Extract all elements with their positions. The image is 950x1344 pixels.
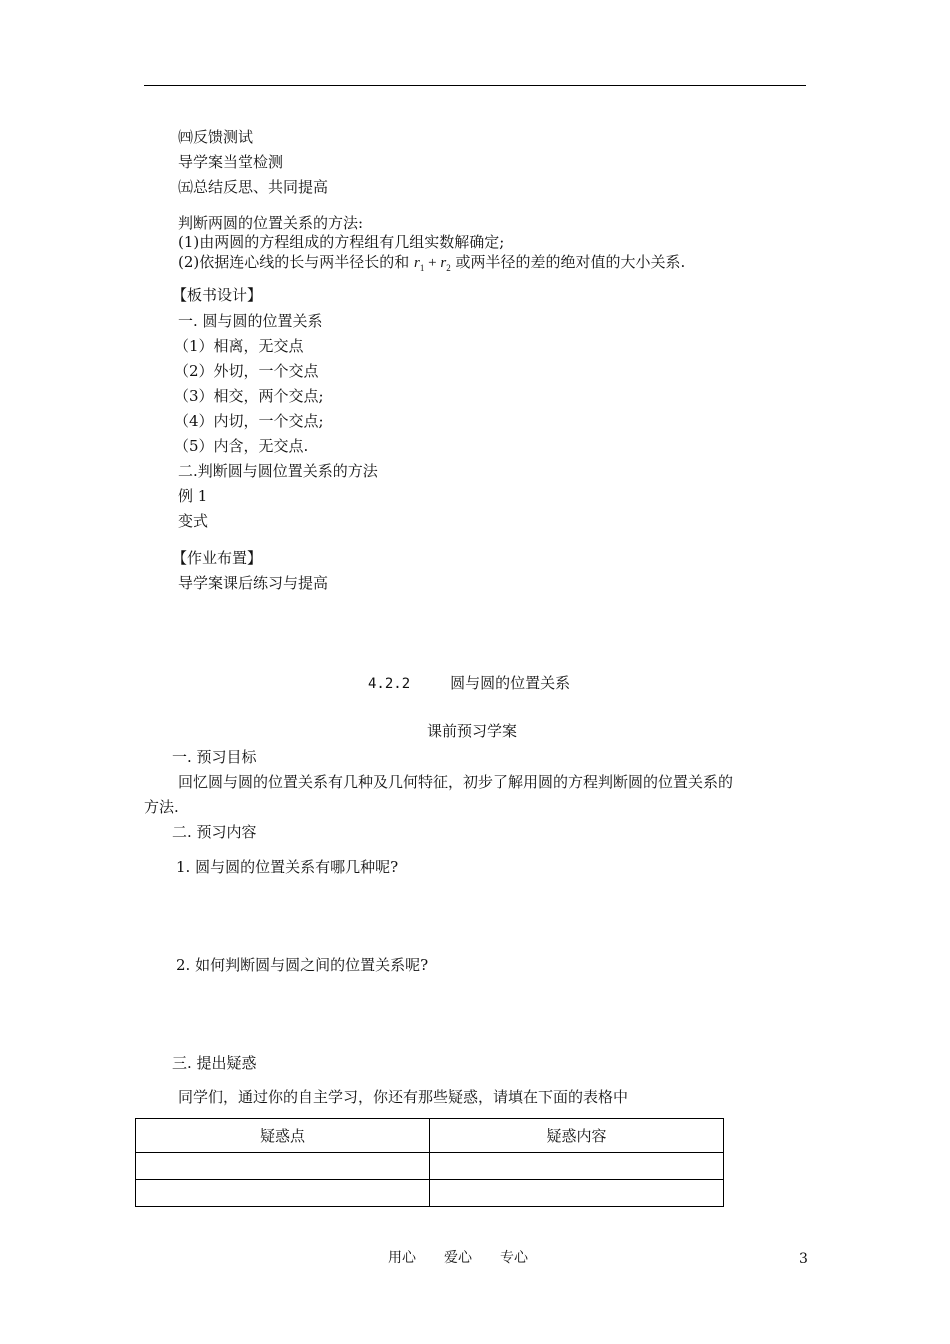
doubt-point-cell[interactable] — [136, 1153, 430, 1180]
board-heading: 【板书设计】 — [172, 286, 263, 304]
board-item-1: （1）相离，无交点 — [174, 337, 304, 355]
table-row — [136, 1180, 724, 1207]
goal-heading: 一. 预习目标 — [172, 748, 257, 766]
method-item-2-prefix: (2)依据连心线的长与两半径长的和 — [178, 253, 410, 271]
radius-sum-formula — [414, 255, 451, 271]
doubt-point-cell[interactable] — [136, 1180, 430, 1207]
board-item-2: （2）外切，一个交点 — [174, 362, 319, 380]
doubt-content-cell[interactable] — [430, 1180, 724, 1207]
goal-text-line-1: 回忆圆与圆的位置关系有几种及几何特征，初步了解用圆的方程判断圆的位置关系的 — [178, 773, 734, 791]
doubt-intro: 同学们，通过你的自主学习，你还有那些疑惑，请填在下面的表格中 — [178, 1088, 629, 1106]
doubt-content-header: 疑惑内容 — [430, 1119, 724, 1153]
content-heading: 二. 预习内容 — [172, 823, 257, 841]
method-item-1: (1)由两圆的方程组成的方程组有几组实数解确定; — [178, 233, 505, 251]
method-item-2-suffix: 或两半径的差的绝对值的大小关系. — [455, 253, 686, 271]
lesson-title: 圆与圆的位置关系 — [450, 674, 571, 692]
page-number: 3 — [799, 1251, 808, 1267]
doubt-point-header: 疑惑点 — [136, 1119, 430, 1153]
summary-heading: ㈤总结反思、共同提高 — [178, 178, 329, 196]
header-rule — [144, 85, 806, 86]
board-item-5: （5）内含，无交点. — [174, 437, 309, 455]
homework-content: 导学案课后练习与提高 — [178, 574, 329, 592]
radius-symbol-1: r — [414, 255, 420, 271]
doubt-table-header-row — [136, 1119, 724, 1153]
homework-heading: 【作业布置】 — [172, 549, 263, 567]
board-example: 例 1 — [178, 487, 208, 505]
board-part-1: 一. 圆与圆的位置关系 — [178, 312, 323, 330]
question-1: 1. 圆与圆的位置关系有哪几种呢? — [176, 858, 399, 876]
lesson-number: 4.2.2 — [368, 676, 411, 692]
lesson-subtitle: 课前预习学案 — [427, 722, 518, 740]
method-item-2 — [178, 252, 685, 278]
feedback-heading: ㈣反馈测试 — [178, 128, 254, 146]
radius-subscript-1: 1 — [419, 263, 425, 273]
doubt-heading: 三. 提出疑惑 — [172, 1054, 257, 1072]
doubt-content-cell[interactable] — [430, 1153, 724, 1180]
feedback-item: 导学案当堂检测 — [178, 153, 284, 171]
table-row — [136, 1153, 724, 1180]
board-item-3: （3）相交，两个交点; — [174, 387, 324, 405]
board-variant: 变式 — [178, 512, 209, 530]
radius-symbol-2: r — [440, 255, 447, 271]
lesson-heading — [368, 673, 570, 694]
radius-subscript-2: 2 — [446, 263, 451, 273]
board-part-2: 二.判断圆与圆位置关系的方法 — [178, 462, 378, 480]
footer-motto: 用心 爱心 专心 — [388, 1250, 528, 1266]
method-title: 判断两圆的位置关系的方法: — [178, 214, 364, 232]
doubt-table — [135, 1118, 724, 1207]
plus-sign: + — [428, 255, 437, 271]
question-2: 2. 如何判断圆与圆之间的位置关系呢? — [176, 956, 429, 974]
board-item-4: （4）内切，一个交点; — [174, 412, 324, 430]
goal-text-line-2: 方法. — [144, 798, 179, 816]
